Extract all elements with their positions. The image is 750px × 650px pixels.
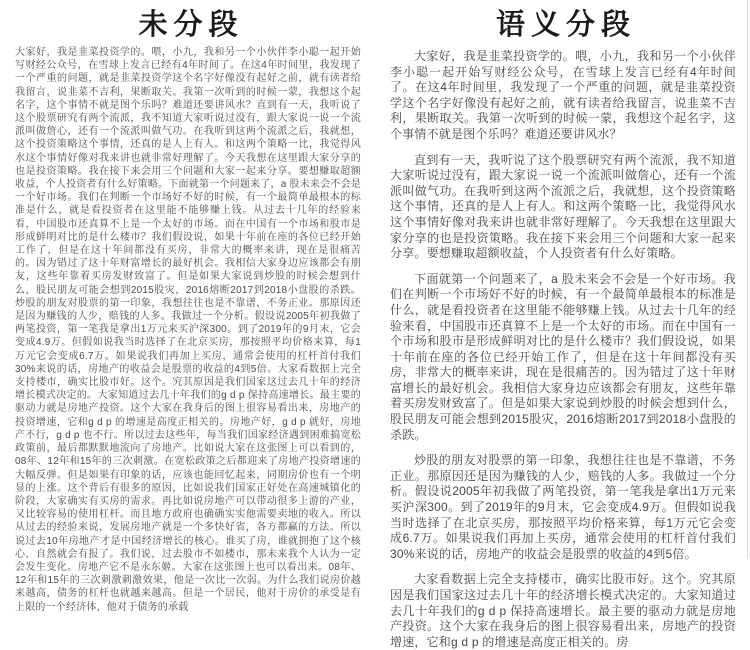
paragraph: 下面就第一个问题来了，a 股未来会不会是一个好市场。我们在判断一个市场好不好的时候，有一个最简单最根本的标准是什么，就是看投资者在这里能不能够赚上钱。从过去十几年的经验来看，中国股市还真算不上是一个太好的市场。而在中国有一个市场和股市是形成鲜明对比的是什么楼市？我们假设说，如果十年前在座的各位已经开始工作了，但是在这十年间都没有买房，非常大的概率来讲，现在是很痛苦的。因为错过了这十年财富增长的最好机会。我相信大家身边应该都会有朋友，这些年靠着买房发财致富了。但是如果大家说到炒股的时候会想到什么，股民朋友可能会想到2015股灾，2016熔断2017到2018小盘股的杀跌。: [390, 271, 736, 442]
right-edge-divider: [747, 0, 748, 558]
paragraph: 直到有一天，我听说了这个股票研究有两个流派，我不知道大家听说过没有，跟大家说一说一个流派叫做詹心，还有一个流派叫做气功。在我听到这两个流派之后，我就想，这个投资策略这个事情，还真的是人上有人。和这两个策略一比，我觉得风水这个事情好像对我来讲也就非常好理解了。今天我想在这里跟大家分享的也是投资策略。我在接下来会用三个问题和大家一起来分享。要想赚取超额收益，个人投资者有什么好策略。: [390, 152, 736, 261]
paragraph: 大家看数据上完全支持楼市，确实比股市好。这个。究其原因是我们国家这过去几十年的经济增长模式决定的。大家知道过去几十年我们的g d p 保持高速增长。最主要的驱动力就是房地产投资。这个大家在我身后的图上很容易看出来，房地产的投资增速，它和g d p 的增速是高度正相关的。房: [390, 572, 736, 649]
semantic-segmented-title: 语义分段: [495, 9, 636, 41]
unsegmented-text-block: 大家好，我是韭菜投资学的。喂，小九，我和另一个小伙伴李小聪一起开始写财经公众号，在雪球上发言已经有4年时间了。在这4年时间里，我发现了一个严重的问题，就是韭菜投资学这个名字好像没有起好之前，就有读者给我留言，说韭菜不吉利，果断取关。我第一次听到的时候一蒙，我想这个起名字，这个事情不就是图个乐吗？难道还要讲风水？直到有一天，我听说了这个股票研究有两个流派，我不知道大家听说过没有，跟大家说一说一个流派叫做詹心，还有一个流派叫做气功。在我听到这两个流派之后，我就想，这个投资策略这个事情，还真的是人上有人。和这两个策略一比，我觉得风水这个事情好像对我来讲也就非常好理解了。今天我想在这里跟大家分享的也是投资策略。我在接下来会用三个问题和大家一起来分享。要想赚取超额收益，个人投资者有什么好策略。下面就第一个问题来了，a 股未来会不会是一个好市场。我们在判断一个市场好不好的时候，有一个最简单最根本的标准是什么，就是看投资者在这里能不能够赚上钱。从过去十几年的经验来看，中国股市还真算不上是一个太好的市场。而在中国有一个市场和股市是形成鲜明对比的是什么楼市？我们假设说，如果十年前在座的各位已经开始工作了，但是在这十年间都没有买房，非常大的概率来讲，现在是很痛苦的。因为错过了这十年财富增长的最好机会。我相信大家身边应该都会有朋友，这些年靠着买房发财致富了。但是如果大家说到炒股的时候会想到什么，股民朋友可能会想到2015股灾，2016熔断2017到2018小盘股的杀跌。炒股的朋友对股票的第一印象，我想往往也是不靠谱，不务正业。那原因还是因为赚钱的人少，赔钱的人多。我做过一个分析。假设说2005年初我做了两笔投资，第一笔我是拿出1万元来买沪深300。到了2019年的9月末，它会变成4.9万。但假如说我当时选择了在北京买房，那按照平均价格来算，每1万元它会变成6.7万。如果说我们再加上买房，通常会使用的杠杆首付我们30%来说的话，房地产的收益会是股票的收益的4到5倍。大家看数据上完全支持楼市，确实比股市好。这个。究其原因是我们国家这过去几十年的经济增长模式决定的。大家知道过去几十年我们的g d p 保持高速增长。最主要的驱动力就是房地产投资。这个大家在我身后的图上很容易看出来，房地产的投资增速，它和g d p 的增速是高度正相关的。房地产好，g d p 就好，房地产不行，g d p 也不行。所以过去这些年，每当我们国家经济遇到困难搞宽松政策前，最后都默默地流向了房地产。比如说大家在这张图上可以看到的，08年、12年和15年的三次刺激。在宽松政策之后都迎来了房地产投资增速的大幅反弹。但是如果有印象的话，应该也能回忆起来，同期房价也有一个明显的上涨。这个背后有很多的原因，比如说我们国家正好处在高速城镇化的阶段，大家确实有买房的需求。再比如说房地产可以带动很多上游的产业，又比较容易的使用杠杆。而且地方政府也确确实实他需要卖地的收入。所以从过去的经验来说，发展房地产就是一个多快好省，各方都赢的方法。所以说过去10年房地产才是中国经济增长的核心。谁买了房，谁就拥抱了这个核心，自然就会有报了。我们说，过去股市不如楼市，那未来我个人认为一定会发生变化。房地产它不是永东姬。大家在这张图上也可以看出来。08年、12年和15年的三次刺激刺激效果，他是一次比一次弱。为什么我们说房价越来越高，债务的杠杆也就越来越高。但是一个居民，他对于房价的承受是有上限的一个经济体，他对于债务的承载: [15, 47, 361, 613]
semantic-segmented-column: [375, 0, 750, 649]
paragraph: 炒股的朋友对股票的第一印象，我想往往也是不靠谱，不务正业。那原因还是因为赚钱的人少，赔钱的人多。我做过一个分析。假设说2005年初我做了两笔投资，第一笔我是拿出1万元来买沪深300。到了2019年的9月末，它会变成4.9万。但假如说我当时选择了在北京买房，那按照平均价格来算，每1万元它会变成6.7万。如果说我们再加上买房，通常会使用的杠杆首付我们30%来说的话，房地产的收益会是股票的收益的4到5倍。: [390, 453, 736, 561]
unsegmented-title: 未分段: [138, 9, 244, 41]
paragraph: 大家好，我是韭菜投资学的。喂，小九，我和另一个小伙伴李小聪一起开始写财经公众号，在雪球上发言已经有4年时间了。在这4年时间里，我发现了一个严重的问题，就是韭菜投资学这个名字好像没有起好之前，就有读者给我留言，说韭菜不吉利，果断取关。我第一次听到的时候一蒙，我想这个起名字，这个事情不就是图个乐吗？难道还要讲风水？: [390, 49, 736, 141]
segmented-paragraphs: [390, 49, 736, 650]
unsegmented-column: [0, 0, 375, 613]
